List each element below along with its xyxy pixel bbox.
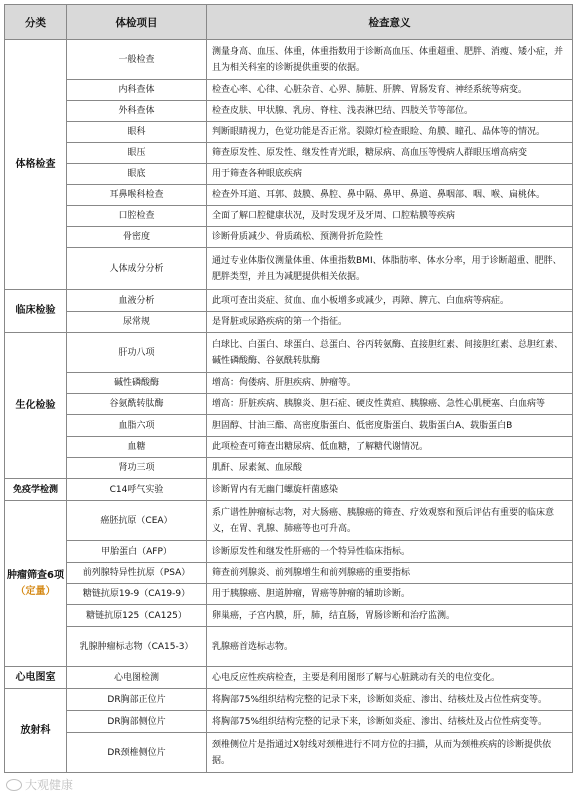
meaning-cell: 增高：肝脏疾病、胰腺炎、胆石症、硬皮性黄疸、胰腺癌、急性心肌梗塞、白血病等 xyxy=(207,394,573,415)
table-row xyxy=(5,627,573,667)
table-header-row xyxy=(5,5,573,40)
category-cell: 临床检验 xyxy=(5,290,67,333)
table-row xyxy=(5,290,573,312)
meaning-cell: 筛查原发性、原发性、继发性青光眼，糖尿病、高血压等慢病人群眼压增高病变 xyxy=(207,143,573,164)
item-cell: 外科查体 xyxy=(67,101,207,122)
meaning-cell: 检查心率、心律、心脏杂音、心界、肺脏、肝脾、胃肠发育、神经系统等病变。 xyxy=(207,80,573,101)
watermark-text: 大观健康 xyxy=(25,778,74,792)
meaning-cell: 诊断骨质减少、骨质疏松、预测骨折危险性 xyxy=(207,227,573,248)
table-row xyxy=(5,206,573,227)
meaning-cell: 白球比、白蛋白、球蛋白、总蛋白、谷丙转氨酶、直接胆红素、间接胆红素、总胆红素、碱性磷酸酶、谷氨酰转肽酶 xyxy=(207,333,573,373)
item-cell: DR胸部侧位片 xyxy=(67,711,207,733)
meaning-cell: 此项可查出炎症、贫血、血小板增多或减少，再障、脾亢、白血病等病症。 xyxy=(207,290,573,312)
table-row xyxy=(5,312,573,333)
meaning-cell: 肌酐、尿素氮、血尿酸 xyxy=(207,458,573,479)
table-row xyxy=(5,458,573,479)
table-row xyxy=(5,563,573,584)
meaning-cell: 检查皮肤、甲状腺、乳房、脊柱、浅表淋巴结、四肢关节等部位。 xyxy=(207,101,573,122)
item-cell: 癌胚抗原（CEA） xyxy=(67,501,207,541)
meaning-cell: 卵巢癌，子宫内膜，肝，肺，结直肠，胃肠诊断和治疗监测。 xyxy=(207,605,573,627)
meaning-cell: 将胸部75%组织结构完整的记录下来，诊断如炎症、渗出、结核灶及占位性病变等。 xyxy=(207,689,573,711)
quantitative-tag: （定量） xyxy=(15,585,56,597)
item-cell: 碱性磷酸酶 xyxy=(67,373,207,394)
header-category: 分类 xyxy=(5,5,67,40)
item-cell: 内科查体 xyxy=(67,80,207,101)
meaning-cell: 是肾脏或尿路疾病的第一个指征。 xyxy=(207,312,573,333)
meaning-cell: 诊断胃内有无幽门螺旋杆菌感染 xyxy=(207,479,573,501)
item-cell: 谷氨酰转肽酶 xyxy=(67,394,207,415)
table-row xyxy=(5,584,573,605)
meaning-cell: 此项检查可筛查出糖尿病、低血糖，了解糖代谢情况。 xyxy=(207,437,573,458)
meaning-cell: 用于胰腺癌、胆道肿瘤，胃癌等肿瘤的辅助诊断。 xyxy=(207,584,573,605)
table-row xyxy=(5,143,573,164)
item-cell: 前列腺特异性抗原（PSA） xyxy=(67,563,207,584)
item-cell: 甲胎蛋白（AFP） xyxy=(67,541,207,563)
table-row xyxy=(5,415,573,437)
category-cell: 放射科 xyxy=(5,689,67,773)
category-cell: 心电图室 xyxy=(5,667,67,689)
table-row xyxy=(5,101,573,122)
item-cell: 眼压 xyxy=(67,143,207,164)
item-cell: 血液分析 xyxy=(67,290,207,312)
item-cell: 血脂六项 xyxy=(67,415,207,437)
table-row xyxy=(5,437,573,458)
meaning-cell: 将胸部75%组织结构完整的记录下来，诊断如炎症、渗出、结核灶及占位性病变等。 xyxy=(207,711,573,733)
meaning-cell: 用于筛查各种眼底疾病 xyxy=(207,164,573,185)
meaning-cell: 系广谱性肿瘤标志物，对大肠癌、胰腺癌的筛查、疗效观察和预后评估有重要的临床意义，在胃、乳腺、肺癌等也可升高。 xyxy=(207,501,573,541)
header-meaning: 检查意义 xyxy=(207,5,573,40)
item-cell: 乳腺肿瘤标志物（CA15-3） xyxy=(67,627,207,667)
meaning-cell: 心电反应性疾病检查，主要是利用图形了解与心脏跳动有关的电位变化。 xyxy=(207,667,573,689)
item-cell: 人体成分分析 xyxy=(67,248,207,290)
item-cell: 肾功三项 xyxy=(67,458,207,479)
table-row xyxy=(5,122,573,143)
item-cell: 眼科 xyxy=(67,122,207,143)
table-row xyxy=(5,248,573,290)
item-cell: 一般检查 xyxy=(67,40,207,80)
table-row xyxy=(5,689,573,711)
table-row xyxy=(5,501,573,541)
item-cell: 耳鼻喉科检查 xyxy=(67,185,207,206)
item-cell: 糖链抗原125（CA125） xyxy=(67,605,207,627)
item-cell: 血糖 xyxy=(67,437,207,458)
meaning-cell: 判断眼睛视力，色觉功能是否正常。裂隙灯检查眼睑、角膜、瞳孔、晶体等的情况。 xyxy=(207,122,573,143)
meaning-cell: 测量身高、血压、体重，体重指数用于诊断高血压、体重超重、肥胖、消瘦、矮小症，并且为相关科室的诊断提供重要的依据。 xyxy=(207,40,573,80)
item-cell: 尿常规 xyxy=(67,312,207,333)
meaning-cell: 检查外耳道、耳郭、鼓膜、鼻腔、鼻中隔、鼻甲、鼻道、鼻咽部、咽、喉、扁桃体。 xyxy=(207,185,573,206)
header-item: 体检项目 xyxy=(67,5,207,40)
table-row xyxy=(5,479,573,501)
item-cell: 口腔检查 xyxy=(67,206,207,227)
item-cell: DR胸部正位片 xyxy=(67,689,207,711)
meaning-cell: 筛查前列腺炎、前列腺增生和前列腺癌的重要指标 xyxy=(207,563,573,584)
item-cell: 眼底 xyxy=(67,164,207,185)
watermark-logo-icon xyxy=(6,779,22,791)
item-cell: DR颈椎侧位片 xyxy=(67,733,207,773)
meaning-cell: 通过专业体脂仪测量体重、体重指数BMI、体脂肪率、体水分率，用于诊断超重、肥胖、肥胖类型，并且为减肥提供相关依据。 xyxy=(207,248,573,290)
table-row xyxy=(5,394,573,415)
table-row xyxy=(5,185,573,206)
category-cell: 免疫学检测 xyxy=(5,479,67,501)
table-row xyxy=(5,227,573,248)
table-row xyxy=(5,605,573,627)
table-row xyxy=(5,40,573,80)
table-row xyxy=(5,711,573,733)
meaning-cell: 乳腺癌首选标志物。 xyxy=(207,627,573,667)
meaning-cell: 颈椎侧位片是指通过X射线对颈椎进行不同方位的扫描，从而为颈椎疾病的诊断提供依据。 xyxy=(207,733,573,773)
physical-exam-table xyxy=(4,4,573,773)
exam-table-container xyxy=(4,4,573,773)
table-row xyxy=(5,333,573,373)
category-cell: 体格检查 xyxy=(5,40,67,290)
item-cell: C14呼气实验 xyxy=(67,479,207,501)
meaning-cell: 增高：佝偻病、肝胆疾病、肿瘤等。 xyxy=(207,373,573,394)
watermark xyxy=(6,776,73,793)
meaning-cell: 胆固醇、甘油三酯、高密度脂蛋白、低密度脂蛋白、载脂蛋白A、载脂蛋白B xyxy=(207,415,573,437)
item-cell: 糖链抗原19-9（CA19-9） xyxy=(67,584,207,605)
category-cell xyxy=(5,501,67,667)
table-row xyxy=(5,373,573,394)
table-row xyxy=(5,667,573,689)
table-row xyxy=(5,541,573,563)
meaning-cell: 全面了解口腔健康状况，及时发现牙及牙周、口腔粘膜等疾病 xyxy=(207,206,573,227)
tumor-category-label: 肿瘤筛查6项 xyxy=(7,569,64,581)
item-cell: 骨密度 xyxy=(67,227,207,248)
table-row xyxy=(5,80,573,101)
table-row xyxy=(5,164,573,185)
item-cell: 肝功八项 xyxy=(67,333,207,373)
meaning-cell: 诊断原发性和继发性肝癌的一个特异性临床指标。 xyxy=(207,541,573,563)
item-cell: 心电图检测 xyxy=(67,667,207,689)
category-cell: 生化检验 xyxy=(5,333,67,479)
table-row xyxy=(5,733,573,773)
